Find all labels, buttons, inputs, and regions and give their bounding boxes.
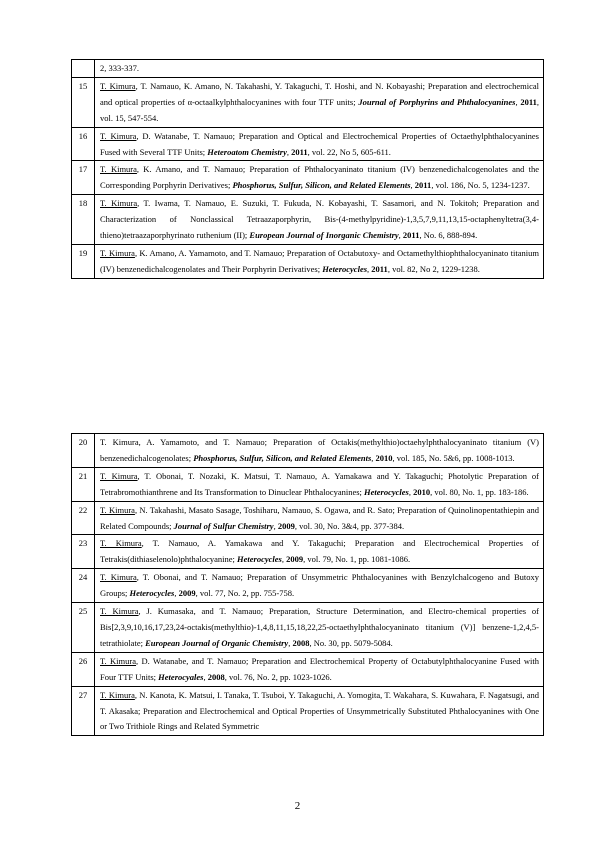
reference-segment: 2, 333-337. [100, 63, 139, 73]
reference-number: 26 [72, 652, 95, 686]
reference-segment: , [398, 230, 403, 241]
reference-segment: , vol. 15, 547-554. [100, 96, 540, 123]
reference-author: T. Kimura [100, 504, 135, 515]
reference-journal: Heterocycles [237, 554, 282, 565]
reference-author: T. Kimura [100, 80, 136, 91]
reference-segment: , T. Obonai, and T. Namauo; Preparation of Unsymmetric Phthalocyanines with Benzylchalcogeno and Butoxy Groups; [100, 572, 539, 599]
page-number: 2 [294, 800, 301, 812]
reference-year: 2011 [520, 96, 537, 107]
reference-text [95, 569, 544, 603]
reference-number: 25 [72, 603, 95, 653]
reference-segment: , [288, 637, 293, 648]
reference-text [95, 501, 544, 535]
reference-row [72, 60, 544, 78]
reference-text [95, 652, 544, 686]
reference-text [95, 244, 544, 278]
references-table-1 [71, 59, 544, 279]
reference-number: 19 [72, 244, 95, 278]
reference-author: T. Kimura [100, 572, 137, 583]
reference-year: 2008 [207, 671, 225, 682]
reference-text [95, 77, 544, 127]
reference-number: 20 [72, 434, 95, 468]
reference-segment: , [367, 263, 372, 274]
reference-text [95, 195, 544, 245]
reference-journal: European Journal of Inorganic Chemistry [249, 230, 399, 241]
reference-segment: , vol. 30, No. 3&4, pp. 377-384. [294, 520, 405, 531]
reference-segment: , [174, 588, 179, 599]
reference-number: 22 [72, 501, 95, 535]
reference-segment: , [203, 671, 208, 682]
reference-year: 2009 [286, 554, 304, 565]
reference-text [95, 467, 544, 501]
reference-segment: , vol. 82, No 2, 1229-1238. [387, 263, 480, 274]
reference-row [72, 127, 544, 161]
reference-number: 16 [72, 127, 95, 161]
reference-segment: , [515, 96, 521, 107]
reference-text [95, 161, 544, 195]
reference-segment: , No. 30, pp. 5079-5084. [309, 637, 393, 648]
reference-row [72, 535, 544, 569]
reference-segment: , [408, 486, 414, 497]
reference-segment: T. Kimura, A. Yamamoto, and T. Namauo; Preparation of Octakis(methylthio)octaehylphthalocyaninato titanium (V) benzenedichalcogenolates; [100, 437, 539, 463]
reference-number: 17 [72, 161, 95, 195]
reference-row [72, 652, 544, 686]
reference-segment: , vol. 22, No 5, 605-611. [307, 146, 391, 157]
reference-row [72, 603, 544, 653]
reference-row [72, 434, 544, 468]
reference-text [95, 535, 544, 569]
reference-segment: , [281, 554, 287, 565]
reference-year: 2011 [402, 230, 420, 241]
reference-row [72, 195, 544, 245]
reference-number: 24 [72, 569, 95, 603]
reference-number: 15 [72, 77, 95, 127]
reference-author: T. Kimura [100, 538, 142, 549]
reference-segment: , [286, 146, 292, 157]
reference-row [72, 501, 544, 535]
reference-segment: , [410, 180, 415, 191]
reference-segment: , N. Takahashi, Masato Sasage, Toshiharu, Namauo, S. Ogawa, and R. Sato; Preparation of Quinolinopentathiepin and Related Compounds; [100, 504, 539, 531]
reference-journal: Heterocyales [158, 671, 204, 682]
reference-year: 2010 [413, 486, 431, 497]
reference-journal: Journal of Sulfur Chemistry [173, 520, 274, 531]
reference-number: 27 [72, 686, 95, 736]
reference-journal: Heterocycles [129, 588, 175, 599]
reference-segment: , vol. 80, No. 1, pp. 183-186. [430, 486, 529, 497]
reference-journal: Heterocycles [364, 486, 409, 497]
reference-segment: , vol. 79, No. 1, pp. 1081-1086. [303, 554, 411, 565]
reference-text [95, 686, 544, 736]
reference-journal: Phosphorus, Sulfur, Silicon, and Related Elements [193, 452, 372, 463]
reference-text [95, 127, 544, 161]
reference-row [72, 467, 544, 501]
reference-segment: , T. Iwama, T. Namauo, E. Suzuki, T. Fukuda, N. Kobayashi, T. Sasamori, and N. Tokitoh; Preparation and Characterization of Nonclassical Tetraazaporphyrin, Bis-(4-methylpyridine)-1,3,5,7,9,11,13,15-octaphenyltetra(3,4-thieno)tetraazaporphyrinato ruthenium (II); [100, 198, 539, 241]
reference-row [72, 244, 544, 278]
reference-segment: , D. Watanabe, and T. Namauo; Preparation and Electrochemical Property of Octabutylphthalocyanine Fused with Four TTF Units; [100, 655, 539, 682]
reference-year: 2011 [291, 146, 308, 157]
reference-text [95, 60, 544, 78]
reference-segment: , T. Namauo, K. Amano, N. Takahashi, Y. Takaguchi, T. Hoshi, and N. Kobayashi; Preparation and electrochemical and optical properties of α-octaalkylphthalocyanines with four TTF units; [100, 80, 539, 107]
reference-segment: , J. Kumasaka, and T. Namauo; Preparation, Structure Determination, and Electro-chemical properties of Bis[2,3,9,10,16,17,23,24-octakis(methylthio)-1,4,8,11,15,18,22,25-octaethylphthalocyaninato titanium (V)] benzene-1,2,4,5-tetrathiolate; [100, 606, 539, 648]
reference-segment: , [371, 452, 376, 463]
reference-journal: Journal of Porphyrins and Phthalocyanines [358, 96, 516, 107]
reference-text [95, 434, 544, 468]
reference-segment: , T. Obonai, T. Nozaki, K. Matsui, T. Namauo, A. Yamakawa and Y. Takaguchi; Photolytic Preparation of Tetrabromothianthrene and Its Transformation to Dinuclear Phthalocyanines; [100, 470, 539, 497]
reference-author: T. Kimura [100, 164, 137, 175]
reference-segment: , No. 6, 888-894. [419, 230, 478, 241]
reference-text [95, 603, 544, 653]
reference-row [72, 686, 544, 736]
reference-year: 2009 [178, 588, 196, 599]
reference-author: T. Kimura [100, 247, 135, 258]
reference-number [72, 60, 95, 78]
reference-row [72, 77, 544, 127]
reference-row [72, 569, 544, 603]
reference-segment: , N. Kanota, K. Matsui, I. Tanaka, T. Tsuboi, Y. Takaguchi, A. Yomogita, T. Wakahara, S. Kuwahara, F. Nagatsugi, and T. Akasaka; Preparation and Electrochemical and Optical Properties of Unsymmetrically Substituted Phthalocyanines with One or Two Trithiole Rings and Related Symmetric [100, 689, 539, 732]
reference-year: 2010 [375, 452, 393, 463]
reference-year: 2011 [371, 263, 388, 274]
reference-journal: European Journal of Organic Chemistry [145, 637, 289, 648]
reference-journal: Heteroatom Chemistry [207, 146, 287, 157]
reference-segment: , [273, 520, 278, 531]
reference-number: 21 [72, 467, 95, 501]
reference-segment: , vol. 185, No. 5&6, pp. 1008-1013. [392, 452, 515, 463]
reference-year: 2011 [414, 180, 432, 191]
reference-year: 2008 [292, 637, 310, 648]
reference-segment: , K. Amano, A. Yamamoto, and T. Namauo; Preparation of Octabutoxy- and Octamethylthiophthalocyaninato titanium (IV) benzenedichalcogenolates and Their Porphyrin Derivatives; [100, 247, 539, 274]
reference-year: 2009 [277, 520, 295, 531]
reference-segment: , vol. 77, No. 2, pp. 755-758. [195, 588, 295, 599]
reference-journal: Phosphorus, Sulfur, Silicon, and Related Elements [232, 180, 411, 191]
reference-author: T. Kimura [100, 689, 135, 700]
reference-author: T. Kimura [100, 606, 139, 617]
reference-journal: Heterocycles [322, 263, 368, 274]
reference-segment: , T. Namauo, A. Yamakawa and Y. Takaguchi; Preparation and Electrochemical Properties of Tetrakis(dithiaselenolo)phthalocyanine; [100, 538, 540, 565]
reference-segment: , vol. 186, No. 5, 1234-1237. [431, 180, 530, 191]
reference-number: 18 [72, 195, 95, 245]
reference-author: T. Kimura [100, 198, 138, 209]
reference-author: T. Kimura [100, 655, 136, 666]
reference-author: T. Kimura [100, 470, 138, 481]
reference-number: 23 [72, 535, 95, 569]
reference-segment: , D. Watanabe, T. Namauo; Preparation and Optical and Electrochemical Properties of Octaethylphthalocyanines Fused with Several TTF Units; [100, 130, 539, 157]
reference-segment: , vol. 76, No. 2, pp. 1023-1026. [224, 671, 332, 682]
reference-segment: , K. Amano, and T. Namauo; Preparation of Phthalocyaninato titanium (IV) benzenedichalcogenolates and the Corresponding Porphyrin Derivatives; [100, 164, 539, 191]
reference-author: T. Kimura [100, 130, 137, 141]
references-table-2 [71, 433, 544, 736]
reference-row [72, 161, 544, 195]
